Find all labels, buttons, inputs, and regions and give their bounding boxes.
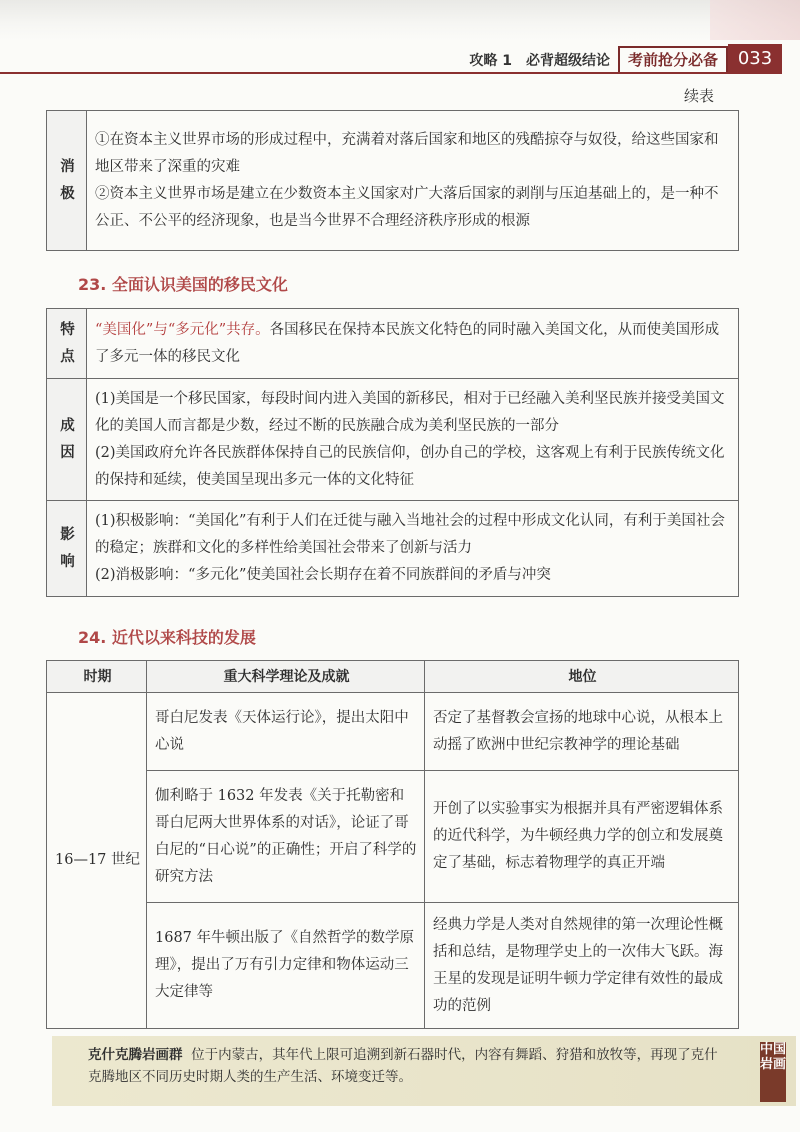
causes-point-2: (2)美国政府允许各民族群体保持自己的民族信仰，创办自己的学校，这客观上有利于民族传统文化的保持和延续，使美国呈现出多元一体的文化特征 [95,444,725,488]
header-rule [0,72,782,74]
continued-label: 续表 [683,87,714,105]
column-header-period: 时期 [47,661,147,693]
column-header-achievement: 重大科学理论及成就 [147,661,425,693]
table-science-development [46,660,739,1029]
footer-text-block [88,1044,728,1088]
achievement-cell: 伽利略于 1632 年发表《关于托勒密和哥白尼两大世界体系的对话》，论证了哥白尼的“日心说”的正确性；开启了科学的研究方法 [147,771,425,903]
column-header-status: 地位 [425,661,739,693]
achievement-cell: 1687 年牛顿出版了《自然哲学的数学原理》，提出了万有引力定律和物体运动三大定律等 [147,903,425,1029]
row-label-causes: 成因 [47,379,87,501]
section-23-title: 23. 全面认识美国的移民文化 [78,275,288,294]
page-top-shade [0,0,800,40]
row-label-features: 特点 [47,309,87,379]
section-24-title: 24. 近代以来科技的发展 [78,628,256,647]
status-cell: 开创了以实验事实为根据并具有严密逻辑体系的近代科学，为牛顿经典力学的创立和发展奠定了基础，标志着物理学的真正开端 [425,771,739,903]
features-content [87,309,739,379]
header-breadcrumb: 攻略 1 必背超级结论 [469,53,610,69]
achievement-cell: 哥白尼发表《天体运行论》，提出太阳中心说 [147,693,425,771]
causes-content [87,379,739,501]
table-row [47,903,739,1029]
negative-point-2: ②资本主义世界市场是建立在少数资本主义国家对广大落后国家的剥削与压迫基础上的，是一种不公正、不公平的经济现象，也是当今世界不合理经济秩序形成的根源 [95,185,719,229]
status-cell: 否定了基督教会宣扬的地球中心说，从根本上动摇了欧洲中世纪宗教神学的理论基础 [425,693,739,771]
footer-note [52,1036,796,1106]
header-corner-tint [710,0,800,40]
influence-point-1: (1)积极影响：“美国化”有利于人们在迁徙与融入当地社会的过程中形成文化认同，有利于美国社会的稳定；族群和文化的多样性给美国社会带来了创新与活力 [95,513,725,556]
table-header-row [47,661,739,693]
page-header [0,44,800,74]
row-label-influence: 影响 [47,501,87,597]
table-row [47,309,739,379]
influence-point-2: (2)消极影响：“多元化”使美国社会长期存在着不同族群间的矛盾与冲突 [95,567,551,583]
causes-point-1: (1)美国是一个移民国家，每段时间内进入美国的新移民，相对于已经融入美利坚民族并接受美国文化的美国人而言都是少数，经过不断的民族融合成为美利坚民族的一部分 [95,390,725,434]
footer-side-label: 中国岩画 [760,1042,786,1102]
footer-title: 克什克腾岩画群 [88,1047,183,1063]
table-row [47,771,739,903]
period-cell: 16—17 世纪 [47,693,147,1029]
features-highlight: “美国化”与“多元化”共存。 [95,321,270,338]
features-text: 各国移民在保持本民族文化特色的同时融入美国文化，从而使美国形成了多元一体的移民文化 [95,321,720,365]
status-cell: 经典力学是人类对自然规律的第一次理论性概括和总结，是物理学史上的一次伟大飞跃。海王星的发现是证明牛顿力学定律有效性的最成功的范例 [425,903,739,1029]
page-number: 033 [728,44,782,74]
negative-content [87,111,739,251]
table-row [47,379,739,501]
header-tag: 考前抢分必备 [618,46,728,74]
influence-content [87,501,739,597]
negative-point-1: ①在资本主义世界市场的形成过程中，充满着对落后国家和地区的残酷掠夺与奴役，给这些国家和地区带来了深重的灾难 [95,131,719,175]
table-row [47,501,739,597]
table-immigration-culture [46,308,739,597]
footer-text: 位于内蒙古，其年代上限可追溯到新石器时代，内容有舞蹈、狩猎和放牧等，再现了克什克腾地区不同历史时期人类的生产生活、环境变迁等。 [88,1047,718,1085]
table-row [47,111,739,251]
row-label-negative: 消极 [47,111,87,251]
table-continued [46,110,739,251]
table-row [47,693,739,771]
